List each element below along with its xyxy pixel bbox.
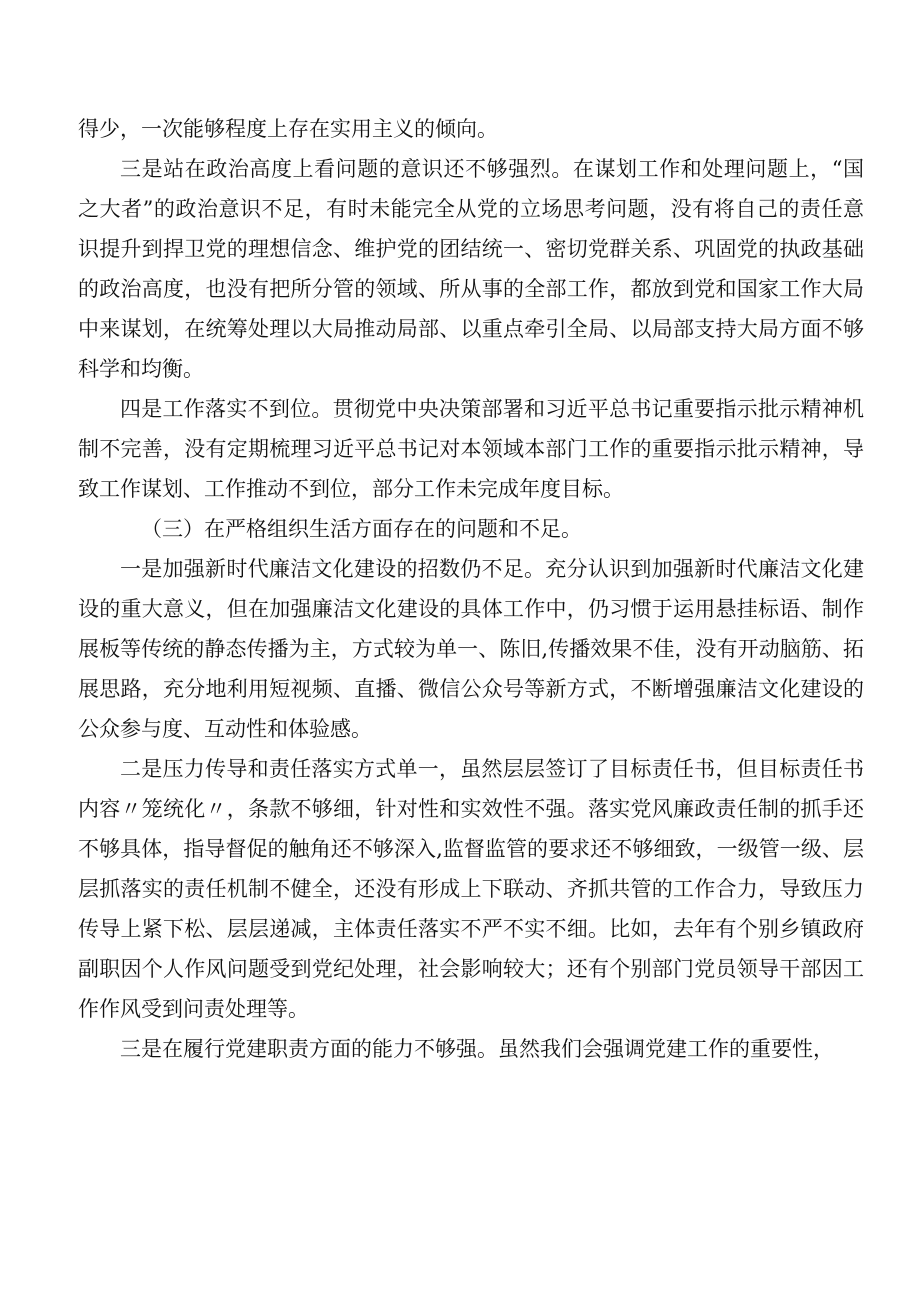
paragraph-point-three: 三是站在政治高度上看问题的意识还不够强烈。在谋划工作和处理问题上，“国之大者”的政治意识不足，有时未能完全从党的立场思考问题，没有将自己的责任意识提升到捍卫党的理想信念、维护党的团结统一、密切党群关系、巩固党的执政基础的政治高度，也没有把所分管的领域、所从事的全部工作，都放到党和国家工作大局中来谋划，在统筹处理以大局推动局部、以重点牵引全局、以局部支持大局方面不够科学和均衡。 [78,157,864,381]
paragraph-point-one: 一是加强新时代廉洁文化建设的招数仍不足。充分认识到加强新时代廉洁文化建设的重大意义，但在加强廉洁文化建设的具体工作中，仍习惯于运用悬挂标语、制作展板等传统的静态传播为主，方式较为单一、陈旧,传播效果不佳，没有开动脑筋、拓展思路，充分地利用短视频、直播、微信公众号等新方式，不断增强廉洁文化建设的公众参与度、互动性和体验感。 [78,557,864,741]
paragraph-point-four: 四是工作落实不到位。贯彻党中央决策部署和习近平总书记重要指示批示精神机制不完善，没有定期梳理习近平总书记对本领域本部门工作的重要指示批示精神，导致工作谋划、工作推动不到位，部分工作未完成年度目标。 [78,397,864,501]
section-heading-three: （三）在严格组织生活方面存在的问题和不足。 [141,517,582,541]
paragraph-point-three-start: 三是在履行党建职责方面的能力不够强。虽然我们会强调党建工作的重要性， [120,1037,834,1061]
paragraph-point-two: 二是压力传导和责任落实方式单一，虽然层层签订了目标责任书，但目标责任书内容〃笼统化〃，条款不够细，针对性和实效性不强。落实党风廉政责任制的抓手还不够具体，指导督促的触角还不够深入,监督监管的要求还不够细致，一级管一级、层层抓落实的责任机制不健全，还没有形成上下联动、齐抓共管的工作合力，导致压力传导上紧下松、层层递减，主体责任落实不严不实不细。比如，去年有个别乡镇政府副职因个人作风问题受到党纪处理，社会影响较大；还有个别部门党员领导干部因工作作风受到问责处理等。 [78,757,864,1021]
paragraph-continuation: 得少，一次能够程度上存在实用主义的倾向。 [78,117,498,141]
document-body [78,109,864,1069]
